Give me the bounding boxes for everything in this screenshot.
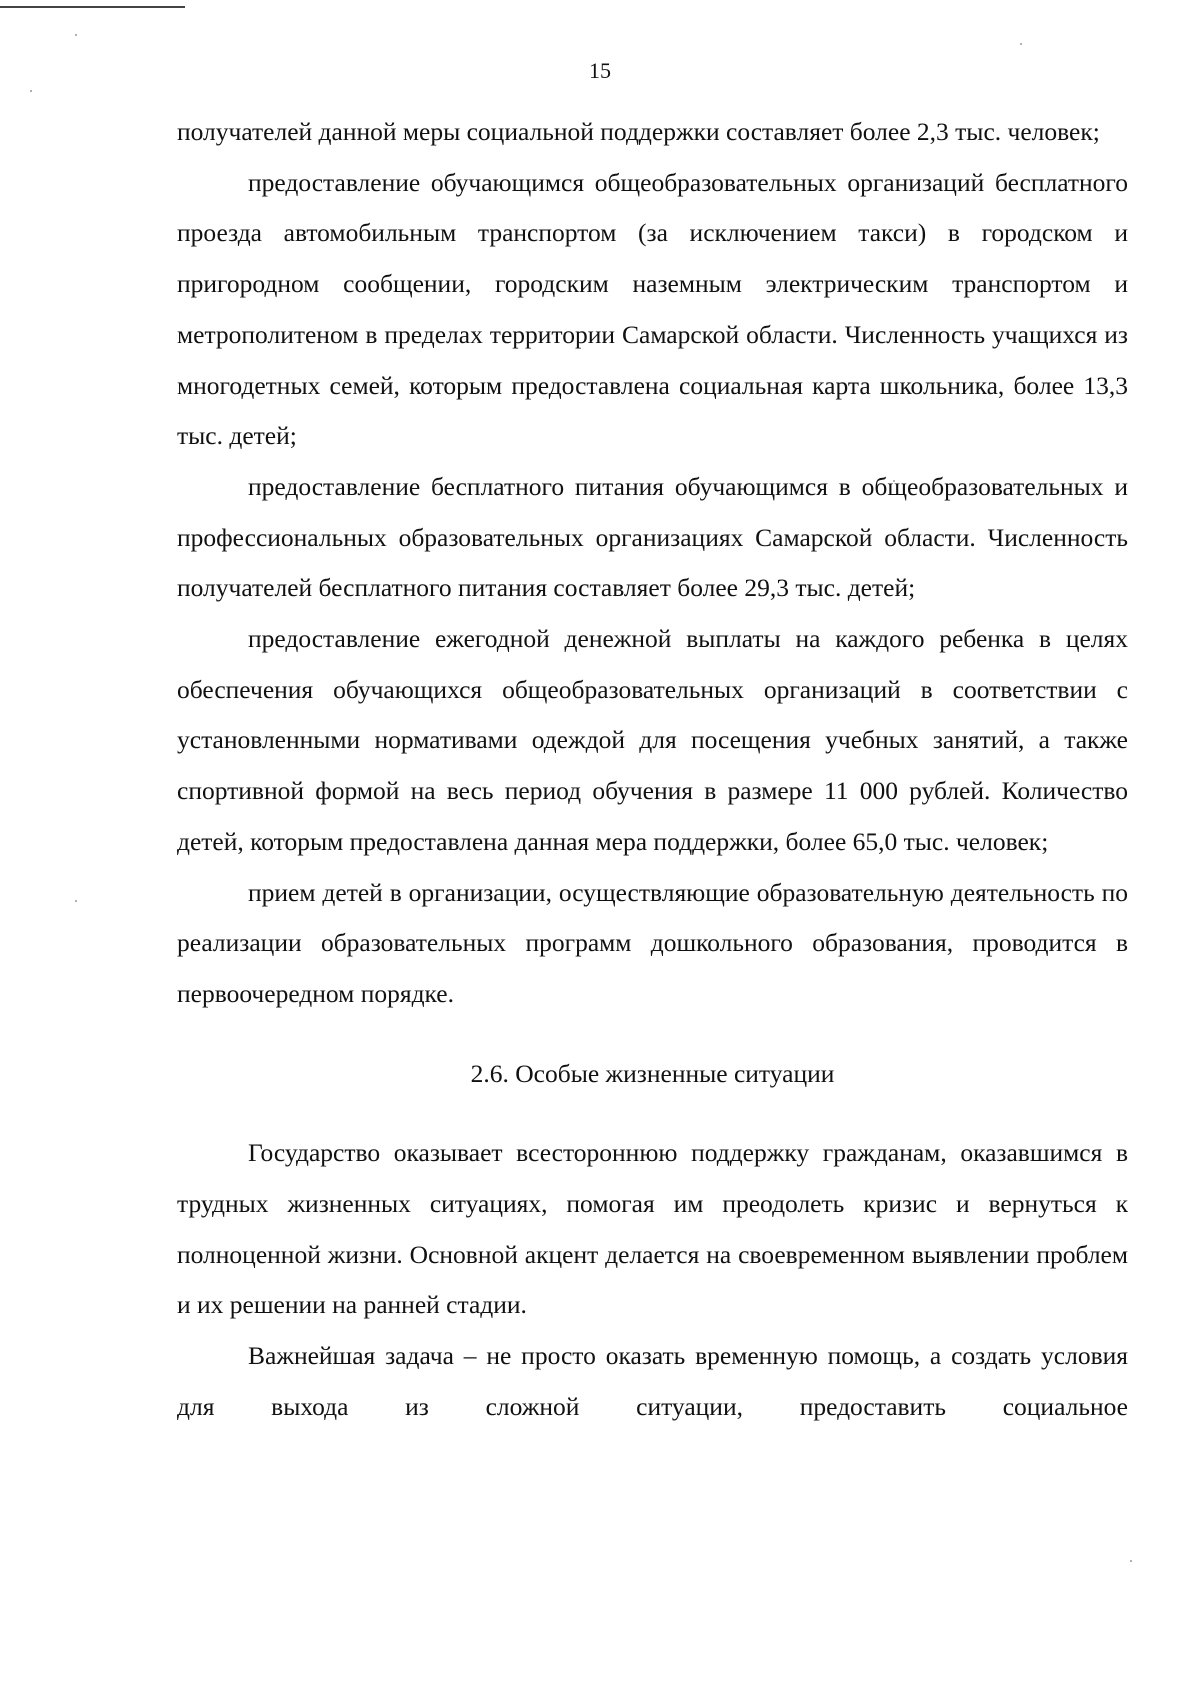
scan-speck xyxy=(75,900,77,902)
body-paragraph: предоставление бесплатного питания обучающимся в общеобразовательных и профессиональных образовательных организациях Самарской области. Численность получателей бесплатного питания составляет более 29,3 тыс. детей; xyxy=(177,471,1128,603)
scan-artifact-line xyxy=(0,6,185,8)
body-paragraph: прием детей в организации, осуществляющие образовательную деятельность по реализации образовательных программ дошкольного образования, проводится в первоочередном порядке. xyxy=(177,877,1128,1008)
scan-speck xyxy=(1020,43,1022,45)
scan-speck xyxy=(1130,1560,1132,1562)
scan-speck xyxy=(75,34,77,36)
scan-speck xyxy=(30,90,32,92)
body-paragraph: предоставление обучающимся общеобразовательных организаций бесплатного проезда автомобильным транспортом (за исключением такси) в городском и пригородном сообщении, городским наземным электрическим транспортом и метрополитеном в пределах территории Самарской области. Численность учащихся из многодетных семей, которым предоставлена социальная карта школьника, более 13,3 тыс. детей; xyxy=(177,167,1128,451)
section-paragraph: Государство оказывает всестороннюю поддержку гражданам, оказавшимся в трудных жизненных ситуациях, помогая им преодолеть кризис и вернуться к полноценной жизни. Основной акцент делается на своевременном выявлении проблем и их решении на ранней стадии. xyxy=(177,1138,1128,1320)
body-paragraph: предоставление ежегодной денежной выплаты на каждого ребенка в целях обеспечения обучающихся общеобразовательных организаций в соответствии с установленными нормативами одеждой для посещения учебных занятий, а также спортивной формой на весь период обучения в размере 11 000 рублей. Количество детей, которым предоставлена данная мера поддержки, более 65,0 тыс. человек; xyxy=(177,624,1128,856)
section-paragraph: Важнейшая задача – не просто оказать временную помощь, а создать условия для выхода из сложной ситуации, предоставить социальное xyxy=(177,1341,1128,1421)
page-number: 15 xyxy=(589,58,611,83)
body-paragraph: получателей данной меры социальной поддержки составляет более 2,3 тыс. человек; xyxy=(177,117,1100,146)
section-heading: 2.6. Особые жизненные ситуации xyxy=(470,1058,835,1088)
document-body xyxy=(177,107,1128,1433)
